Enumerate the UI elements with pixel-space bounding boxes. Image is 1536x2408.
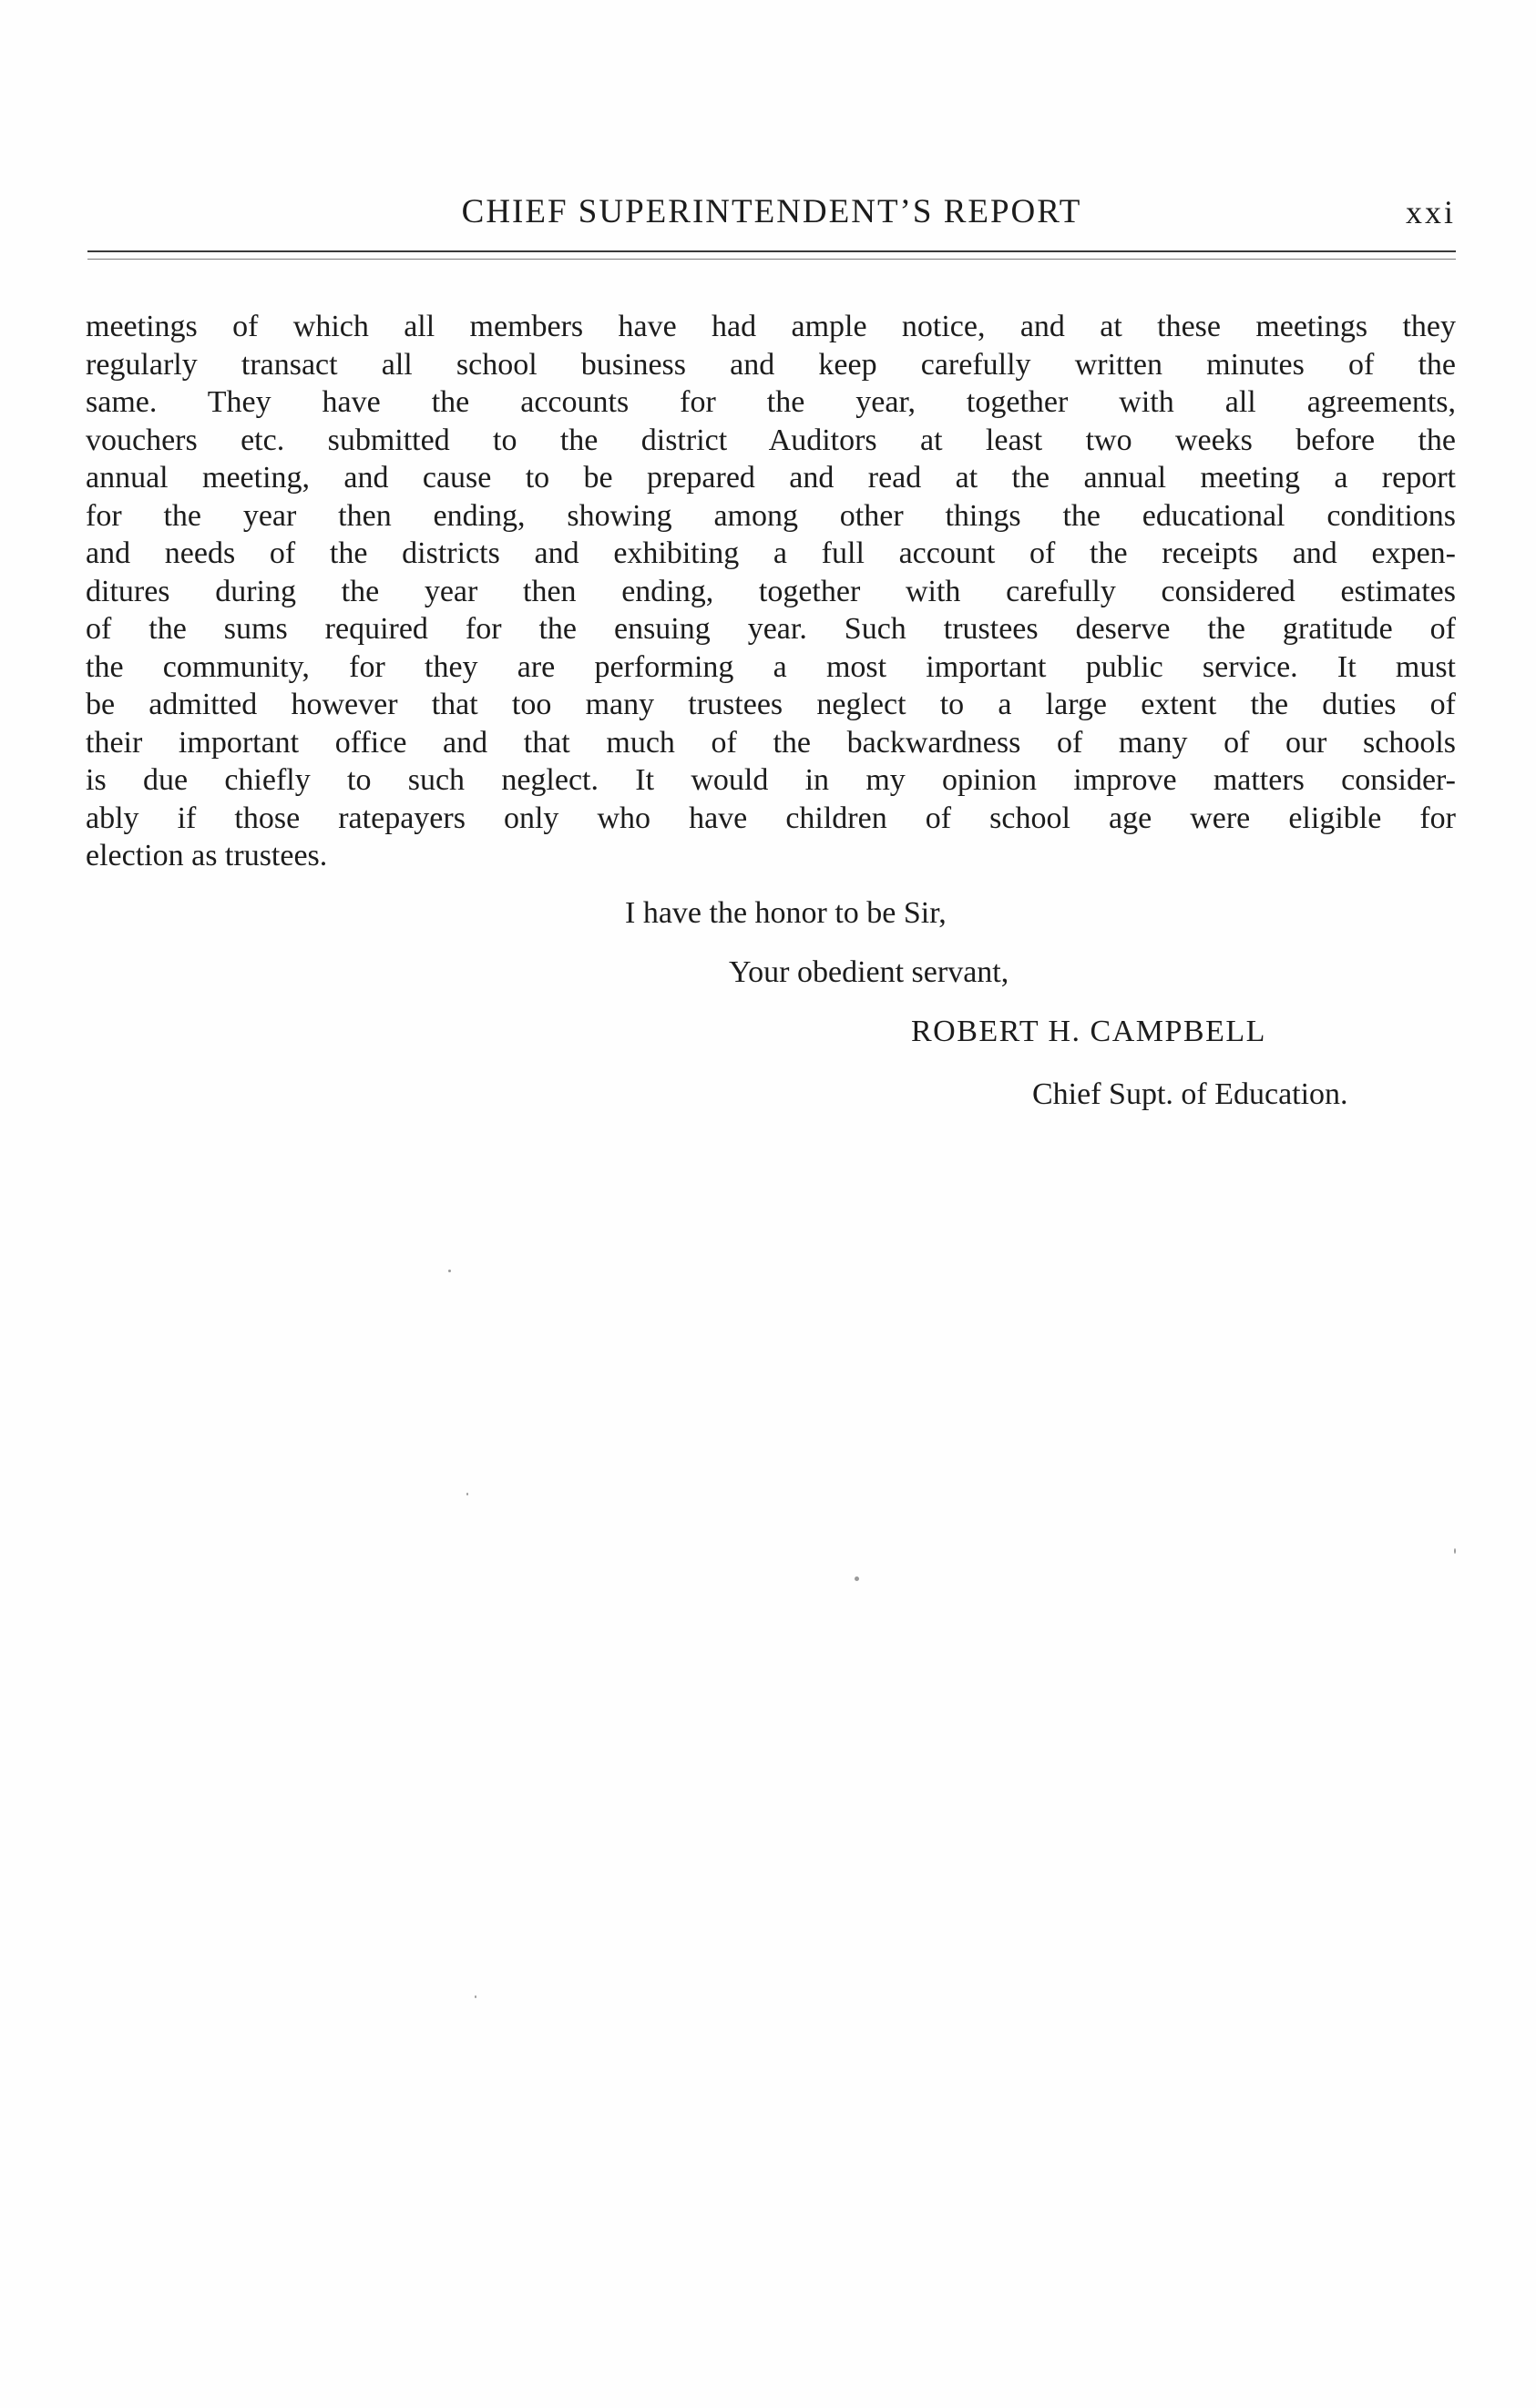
closing-salutation: I have the honor to be Sir,	[625, 896, 947, 930]
header-rule-thin	[87, 259, 1456, 260]
paper-speck	[448, 1270, 451, 1272]
body-line: same. They have the accounts for the year, together with all agreements,	[86, 385, 1456, 419]
body-line: vouchers etc. submitted to the district Auditors at least two weeks before the	[86, 423, 1456, 457]
paper-speck	[466, 1493, 468, 1495]
running-title: CHIEF SUPERINTENDENT’S REPORT	[461, 193, 1082, 230]
body-line: election as trustees.	[86, 839, 328, 872]
body-line: be admitted however that too many trustees neglect to a large extent the duties of	[86, 688, 1456, 721]
body-line: for the year then ending, showing among other things the educational conditions	[86, 498, 1456, 533]
paper-speck	[1454, 1548, 1456, 1554]
page-number: xxi	[1405, 194, 1456, 230]
paper-speck	[855, 1576, 859, 1581]
body-line: regularly transact all school business and keep carefully written minutes of the	[86, 347, 1456, 382]
paper-speck	[475, 1995, 476, 1998]
body-line: annual meeting, and cause to be prepared and read at the annual meeting a report	[86, 461, 1456, 495]
body-line: and needs of the districts and exhibiting a full account of the receipts and expen-	[86, 536, 1456, 570]
closing-valediction: Your obedient servant,	[729, 955, 1009, 989]
signatory-name: ROBERT H. CAMPBELL	[911, 1015, 1266, 1048]
body-paragraph	[86, 308, 1456, 875]
body-line: meetings of which all members have had ample notice, and at these meetings they	[86, 310, 1456, 343]
body-line: their important office and that much of the backwardness of many of our schools	[86, 725, 1456, 760]
body-line: is due chiefly to such neglect. It would in my opinion improve matters consider-	[86, 763, 1456, 797]
body-line: ditures during the year then ending, together with carefully considered estimates	[86, 574, 1456, 608]
running-head	[87, 189, 1456, 235]
body-line: of the sums required for the ensuing year. Such trustees deserve the gratitude of	[86, 612, 1456, 646]
body-line: the community, for they are performing a most important public service. It must	[86, 649, 1456, 684]
header-rule-thick	[87, 250, 1456, 252]
body-line: ably if those ratepayers only who have children of school age were eligible for	[86, 801, 1456, 835]
signatory-title: Chief Supt. of Education.	[1032, 1077, 1348, 1111]
